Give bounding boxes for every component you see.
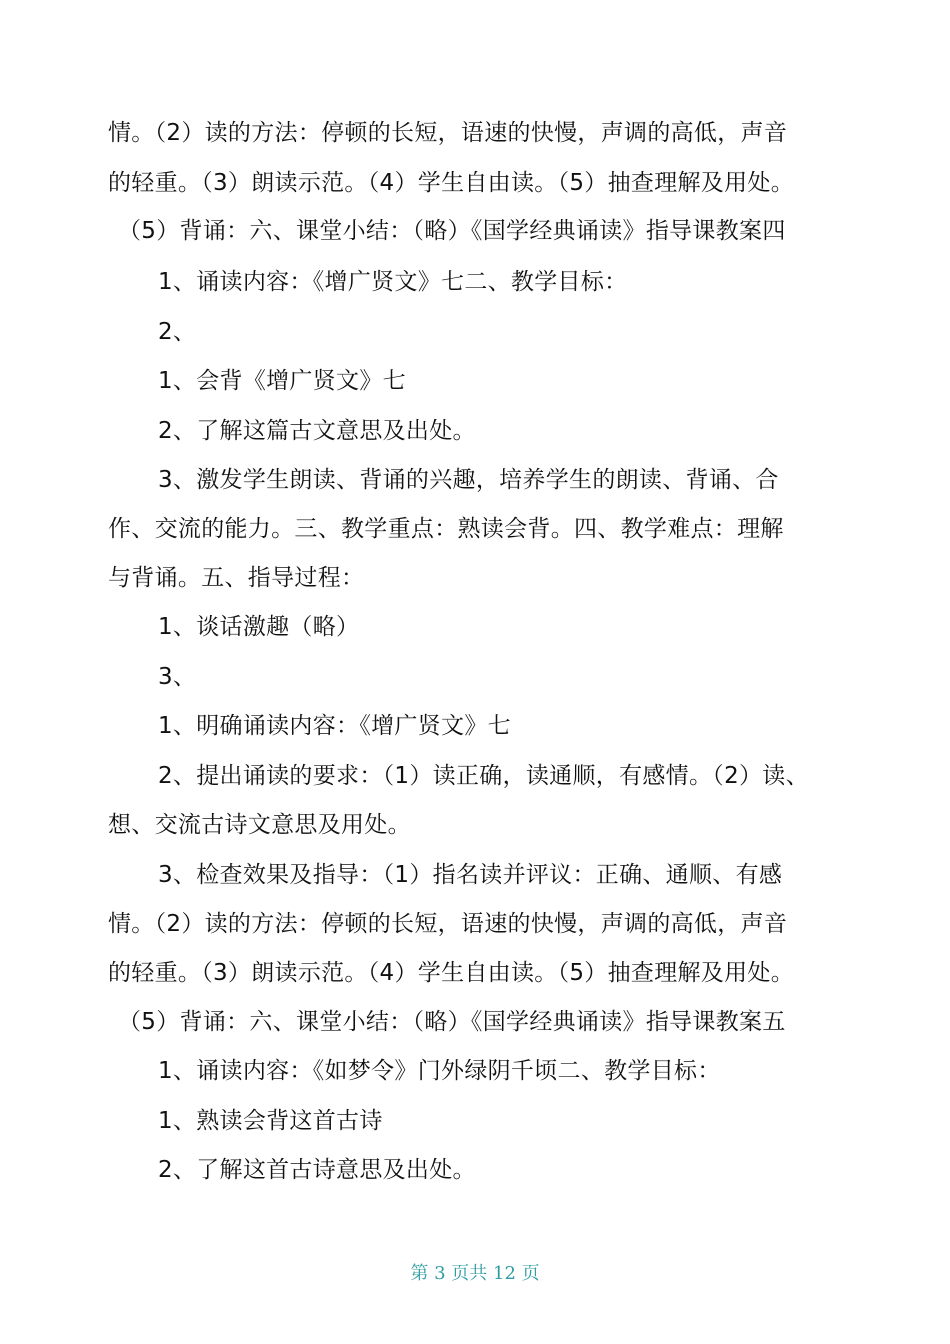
body-text-line: 与背诵。五、指导过程： xyxy=(108,565,365,591)
body-text-line: 想、交流古诗文意思及用处。 xyxy=(108,812,411,838)
body-text-line: 1、熟读会背这首古诗 xyxy=(158,1108,383,1134)
body-text-line: 2、了解这首古诗意思及出处。 xyxy=(158,1157,476,1183)
body-text-line: 作、交流的能力。三、教学重点：熟读会背。四、教学难点：理解 xyxy=(108,516,784,542)
body-text-line: 情。（2）读的方法：停顿的长短，语速的快慢，声调的高低，声音 xyxy=(108,120,788,146)
body-text-line: 的轻重。（3）朗读示范。（4）学生自由读。（5）抽查理解及用处。 xyxy=(108,170,794,196)
body-text-line: （5）背诵：六、课堂小结：（略）《国学经典诵读》指导课教案五 xyxy=(118,1009,786,1035)
body-text-line: 1、谈话激趣（略） xyxy=(158,614,360,640)
body-text-line: 2、了解这篇古文意思及出处。 xyxy=(158,418,476,444)
body-text-line: 3、检查效果及指导：（1）指名读并评议：正确、通顺、有感 xyxy=(158,862,783,888)
body-text-line: 3、激发学生朗读、背诵的兴趣，培养学生的朗读、背诵、合 xyxy=(158,467,779,493)
body-text-line: 1、明确诵读内容：《增广贤文》七 xyxy=(158,713,511,739)
body-text-line: 1、会背《增广贤文》七 xyxy=(158,368,406,394)
body-text-line: 1、诵读内容：《增广贤文》七二、教学目标： xyxy=(158,269,628,295)
page-number-footer: 第 3 页共 12 页 xyxy=(410,1263,540,1284)
body-text-line: 情。（2）读的方法：停顿的长短，语速的快慢，声调的高低，声音 xyxy=(108,911,788,937)
body-text-line: 3、 xyxy=(158,664,197,690)
body-text-line: （5）背诵：六、课堂小结：（略）《国学经典诵读》指导课教案四 xyxy=(118,218,786,244)
body-text-line: 1、诵读内容：《如梦令》门外绿阴千顷二、教学目标： xyxy=(158,1058,721,1084)
body-text-line: 的轻重。（3）朗读示范。（4）学生自由读。（5）抽查理解及用处。 xyxy=(108,960,794,986)
body-text-line: 2、提出诵读的要求：（1）读正确，读通顺，有感情。（2）读、 xyxy=(158,763,809,789)
body-text-line: 2、 xyxy=(158,319,197,345)
